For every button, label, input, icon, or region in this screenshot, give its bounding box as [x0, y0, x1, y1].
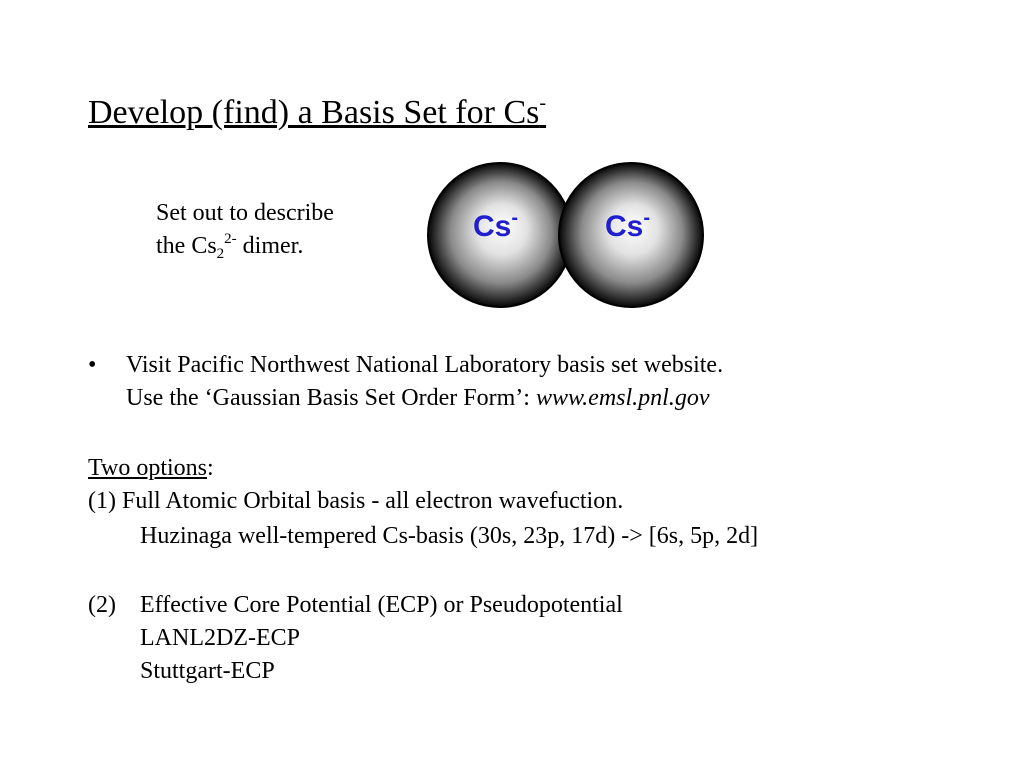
dimer-formula-suffix: dimer. — [236, 233, 304, 259]
cs-dimer-diagram — [424, 160, 708, 310]
option-1-detail: Huzinaga well-tempered Cs-basis (30s, 23p, 17d) -> [6s, 5p, 2d] — [140, 523, 759, 549]
slide-title-charge: - — [539, 92, 547, 114]
option-2-line: Effective Core Potential (ECP) or Pseudopotential — [140, 592, 623, 618]
cs-ion-label-right — [605, 207, 651, 244]
option-1-line: (1) Full Atomic Orbital basis - all electron wavefuction. — [88, 488, 624, 514]
dimer-formula-charge: 2- — [224, 231, 237, 247]
cs-ion-charge-right: - — [643, 207, 651, 229]
dimer-description-line2 — [156, 230, 334, 263]
dimer-description — [156, 197, 334, 263]
cs-ion-charge-left: - — [511, 207, 519, 229]
cs-ion-label-left — [473, 207, 519, 244]
slide-title — [88, 92, 546, 134]
option-2-item-lanl2dz: LANL2DZ-ECP — [140, 625, 300, 651]
dimer-formula-base: the Cs — [156, 233, 217, 259]
emsl-url-link[interactable]: www.emsl.pnl.gov — [535, 385, 710, 411]
bullet-marker: • — [88, 352, 97, 378]
option-2-number: (2) — [88, 592, 116, 618]
dimer-description-line1: Set out to describe — [156, 200, 334, 226]
bullet-line-2-text: Use the ‘Gaussian Basis Set Order Form’: — [126, 385, 536, 411]
dimer-formula-subscript: 2 — [216, 246, 225, 262]
cs-ion-symbol-right: Cs — [605, 210, 644, 243]
bullet-line-1: Visit Pacific Northwest National Laboratory basis set website. — [126, 352, 724, 378]
cs-ion-symbol-left: Cs — [473, 210, 512, 243]
options-heading-text: Two options — [88, 455, 207, 481]
options-heading — [88, 452, 214, 485]
options-heading-colon: : — [207, 455, 214, 481]
option-2-item-stuttgart: Stuttgart-ECP — [140, 658, 275, 684]
bullet-line-2 — [126, 382, 710, 415]
cs-dimer-spheres — [424, 160, 708, 310]
slide-title-text: Develop (find) a Basis Set for Cs — [88, 94, 540, 131]
